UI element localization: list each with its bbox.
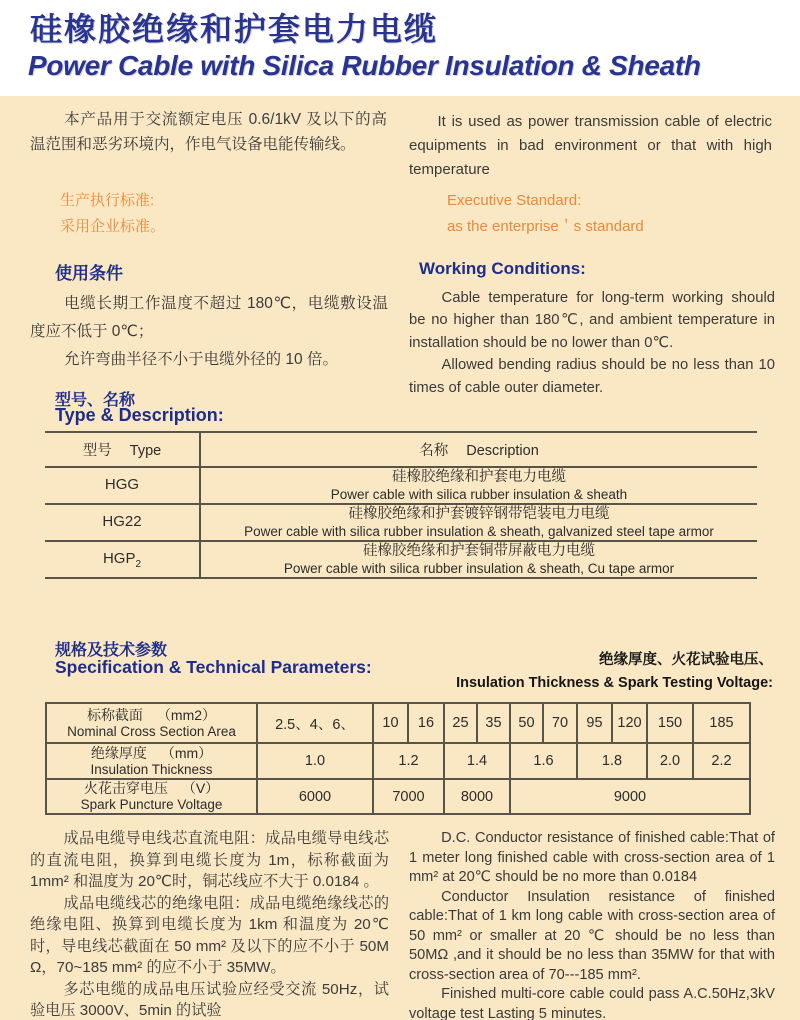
notes-en xyxy=(409,829,775,1020)
cross-section-value: 150 xyxy=(647,703,693,743)
executive-standard-en-body: as the enterprise＇s standard xyxy=(447,218,644,235)
spec-subheading-right xyxy=(456,649,773,695)
note-en-voltage-test: Finished multi-core cable could pass A.C.50Hz,3kV voltage test Lasting 5 minutes. xyxy=(409,986,775,1020)
working-conditions-body-zh xyxy=(30,290,388,374)
insulation-value: 1.2 xyxy=(373,743,444,779)
description-en: Power cable with silica rubber insulation & sheath xyxy=(330,487,628,502)
working-conditions-zh-p2: 允许弯曲半径不小于电缆外径的 10 倍。 xyxy=(64,351,338,368)
type-column-header-en: Type xyxy=(129,443,162,459)
working-conditions-en-p2: Allowed bending radius should be no less than 10 times of cable outer diameter. xyxy=(409,357,775,396)
executive-standard-en xyxy=(447,188,644,240)
type-cell: $HGP_2$ xyxy=(45,541,200,578)
type-table-header-row xyxy=(45,432,757,467)
executive-standard-zh xyxy=(60,188,165,240)
executive-standard-en-title: Executive Standard: xyxy=(447,192,582,209)
spark-value: 7000 xyxy=(373,779,444,814)
type-description-heading-en: Type & Description: xyxy=(55,405,224,425)
notes-zh xyxy=(30,828,389,1020)
type-cell: HG22 xyxy=(45,504,200,541)
table-row-hgp2 xyxy=(45,541,757,578)
spark-value: 9000 xyxy=(510,779,750,814)
description-cell xyxy=(200,504,757,541)
title-band xyxy=(0,0,800,96)
spec-subheading-en: Insulation Thickness & Spark Testing Voltage: xyxy=(456,675,773,691)
insulation-label-en: Insulation Thickness xyxy=(90,761,213,777)
page-title-zh: 硅橡胶绝缘和护套电力电缆 xyxy=(30,11,439,47)
description-zh: 硅橡胶绝缘和护套铜带屏蔽电力电缆 xyxy=(363,543,595,559)
description-cell xyxy=(200,467,757,504)
working-conditions-zh-p1: 电缆长期工作温度不超过 180℃，电缆敷设温度应不低于 0℃； xyxy=(30,295,388,340)
insulation-unit: （mm） xyxy=(160,744,213,761)
spark-label-cell xyxy=(46,779,257,814)
executive-standard-zh-body: 采用企业标准。 xyxy=(60,218,166,235)
note-zh-voltage-test: 多芯电缆的成品电压试验应经受交流 50Hz，试验电压 3000V、5min 的试验 xyxy=(30,980,389,1019)
working-conditions-heading-zh: 使用条件 xyxy=(55,264,123,283)
cross-section-label-cell xyxy=(46,703,257,743)
type-description-table xyxy=(45,431,757,579)
spec-parameters-table xyxy=(45,702,751,815)
spark-label-zh: 火花击穿电压 xyxy=(83,780,168,796)
cross-section-label-en: Nominal Cross Section Area xyxy=(67,723,236,739)
type-column-header-zh: 型号 xyxy=(82,443,112,459)
type-cell: HGG xyxy=(45,467,200,504)
insulation-label-zh: 绝缘厚度 xyxy=(90,744,147,761)
description-column-header-en: Description xyxy=(466,443,539,459)
cross-section-value: 70 xyxy=(543,703,577,743)
note-en-dc-resistance: D.C. Conductor resistance of finished cable:That of 1 meter long finished cable with cross-section area of 1 mm² at 20℃ should be no more than 0.0184 xyxy=(409,830,775,885)
description-zh: 硅橡胶绝缘和护套电力电缆 xyxy=(392,469,566,485)
cross-section-value: 16 xyxy=(408,703,444,743)
type-description-heading-zh: 型号、名称 xyxy=(55,392,136,409)
cross-section-value: 120 xyxy=(612,703,647,743)
description-cell xyxy=(200,541,757,578)
spec-subheading-zh: 绝缘厚度、火花试验电压、 xyxy=(599,652,773,668)
spark-value: 6000 xyxy=(257,779,373,814)
insulation-value: 1.0 xyxy=(257,743,373,779)
page-title-en: Power Cable with Silica Rubber Insulation & Sheath xyxy=(28,50,701,81)
table-row-hgg xyxy=(45,467,757,504)
insulation-value: 2.0 xyxy=(647,743,693,779)
type-column-header xyxy=(45,432,200,467)
cross-section-value: 35 xyxy=(477,703,510,743)
cross-section-value: 185 xyxy=(693,703,750,743)
description-zh: 硅橡胶绝缘和护套镀锌钢带铠装电力电缆 xyxy=(348,506,610,522)
spec-row-spark-voltage xyxy=(46,779,750,814)
note-zh-dc-resistance: 成品电缆导电线芯直流电阻：成品电缆导电线芯的直流电阻，换算到电缆长度为 1m，标称截面为 1mm² 和温度为 20℃时，铜芯线应不大于 0.0184 。 xyxy=(30,830,389,890)
note-en-insulation-resistance: Conductor Insulation resistance of finished cable:That of 1 km long cable with cross-section area of 50 mm² or smaller at 20 ℃ should be no less than 50MΩ ,and it should be no less than 35MW for that with cross-section area of 70---185 mm². xyxy=(409,888,775,983)
note-zh-insulation-resistance: 成品电缆线芯的绝缘电阻：成品电缆绝缘线芯的绝缘电阻、换算到电缆长度为 1km 和温度为 20℃时，导电线芯截面在 50 mm² 及以下的应不小于 50M Ω，70~185 mm² 的应不小于 35MW。 xyxy=(30,894,389,976)
insulation-value: 2.2 xyxy=(693,743,750,779)
cross-section-label-zh: 标称截面 xyxy=(86,706,143,723)
spark-unit: （V） xyxy=(181,780,220,796)
spec-heading-en: Specification & Technical Parameters: xyxy=(55,657,372,677)
insulation-value: 1.4 xyxy=(444,743,510,779)
insulation-value: 1.8 xyxy=(577,743,647,779)
cross-section-value: 25 xyxy=(444,703,477,743)
cross-section-value: 50 xyxy=(510,703,543,743)
description-en: Power cable with silica rubber insulation & sheath, galvanized steel tape armor xyxy=(244,524,714,539)
insulation-label-cell xyxy=(46,743,257,779)
cross-section-value: 10 xyxy=(373,703,408,743)
description-en: Power cable with silica rubber insulation & sheath, Cu tape armor xyxy=(283,561,675,576)
working-conditions-body-en xyxy=(409,287,775,399)
description-column-header xyxy=(200,432,757,467)
table-row-hg22 xyxy=(45,504,757,541)
cross-section-value: 95 xyxy=(577,703,612,743)
cross-section-unit: （mm2） xyxy=(156,706,217,723)
cross-section-value: 2.5、4、6、 xyxy=(257,703,373,743)
working-conditions-en-p1: Cable temperature for long-term working should be no higher than 180℃, and ambient temperature in installation should be no lower than 0℃. xyxy=(409,290,775,351)
spec-row-insulation-thickness xyxy=(46,743,750,779)
spec-heading-zh: 规格及技术参数 xyxy=(55,642,168,659)
spark-label-en: Spark Puncture Voltage xyxy=(80,797,223,812)
description-column-header-zh: 名称 xyxy=(419,443,449,459)
spark-value: 8000 xyxy=(444,779,510,814)
executive-standard-zh-title: 生产执行标准: xyxy=(60,192,155,209)
spec-row-cross-section xyxy=(46,703,750,743)
working-conditions-heading-en: Working Conditions: xyxy=(419,259,586,278)
intro-paragraph-en: It is used as power transmission cable of electric equipments in bad environment or that with high temperature xyxy=(409,113,772,178)
insulation-value: 1.6 xyxy=(510,743,577,779)
intro-paragraph-zh: 本产品用于交流额定电压 0.6/1kV 及以下的高温范围和恶劣环境内，作电气设备电能传输线。 xyxy=(30,111,387,153)
